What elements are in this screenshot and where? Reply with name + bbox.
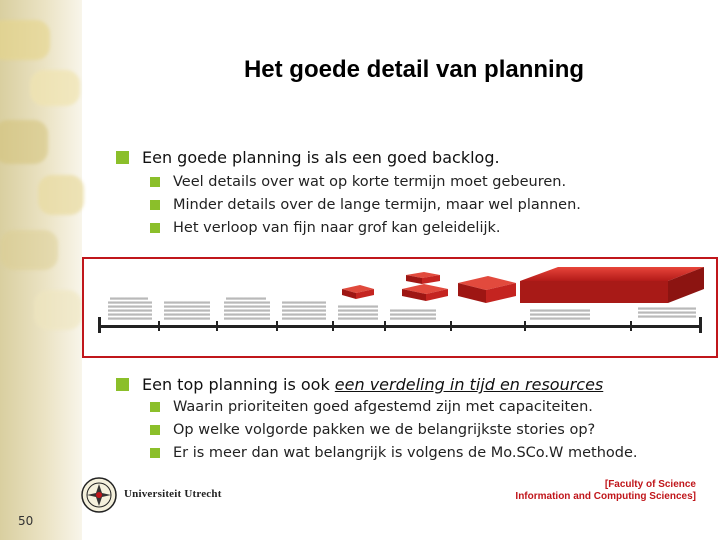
sub-bullet — [150, 399, 593, 415]
stacked-red-blocks — [402, 272, 448, 301]
sub-bullet-text: Het verloop van fijn naar grof kan geleidelijk. — [173, 220, 501, 236]
university-name: Universiteit Utrecht — [124, 488, 222, 500]
sub-bullet — [150, 174, 566, 190]
slide-title: Het goede detail van planning — [243, 56, 585, 83]
bullet-square-icon — [150, 177, 160, 187]
bullet-backlog — [116, 148, 500, 167]
sub-bullet-text: Op welke volgorde pakken we de belangrijkste stories op? — [173, 422, 596, 438]
bullet-text: Een goede planning is als een goed backlog. — [142, 148, 500, 167]
small-red-block — [342, 285, 374, 299]
planning-timeline-illustration — [84, 259, 716, 356]
medium-red-block — [458, 276, 516, 303]
large-red-block — [520, 267, 704, 303]
bullet-square-icon — [116, 151, 129, 164]
sub-bullet — [150, 220, 501, 236]
planning-granularity-diagram — [82, 257, 718, 358]
bullet-text: Een top planning is ook — [142, 375, 335, 394]
sub-bullet — [150, 422, 595, 438]
sub-bullet-text: Er is meer dan wat belangrijk is volgens de Mo.SCo.W methode. — [173, 445, 638, 461]
sub-bullet-text: Waarin prioriteiten goed afgestemd zijn met capaciteiten. — [173, 399, 593, 415]
department-name: Information and Computing Sciences] — [515, 491, 696, 502]
fine-grained-items-5 — [338, 305, 378, 320]
fine-grained-items-1 — [108, 297, 152, 320]
fine-grained-items-7 — [530, 307, 696, 320]
bullet-square-icon — [150, 223, 160, 233]
bullet-square-icon — [150, 448, 160, 458]
decorative-background-band — [0, 0, 82, 540]
bullet-square-icon — [116, 378, 129, 391]
sub-bullet-text: Veel details over wat op korte termijn moet gebeuren. — [173, 174, 567, 190]
resources-link-text: een verdeling in tijd en resources — [334, 375, 604, 394]
fine-grained-items-4 — [282, 301, 326, 320]
fine-grained-items-3 — [224, 297, 270, 320]
bullet-square-icon — [150, 200, 160, 210]
fine-grained-items-6 — [390, 309, 436, 320]
page-number: 50 — [18, 514, 34, 528]
sub-bullet — [150, 197, 581, 213]
bullet-square-icon — [150, 425, 160, 435]
bullet-top-planning — [116, 375, 603, 394]
university-seal-icon — [80, 476, 118, 514]
fine-grained-items-2 — [164, 301, 210, 320]
faculty-name: [Faculty of Science — [604, 479, 696, 490]
bullet-square-icon — [150, 402, 160, 412]
sub-bullet — [150, 445, 638, 461]
sub-bullet-text: Minder details over de lange termijn, maar wel plannen. — [173, 197, 581, 213]
